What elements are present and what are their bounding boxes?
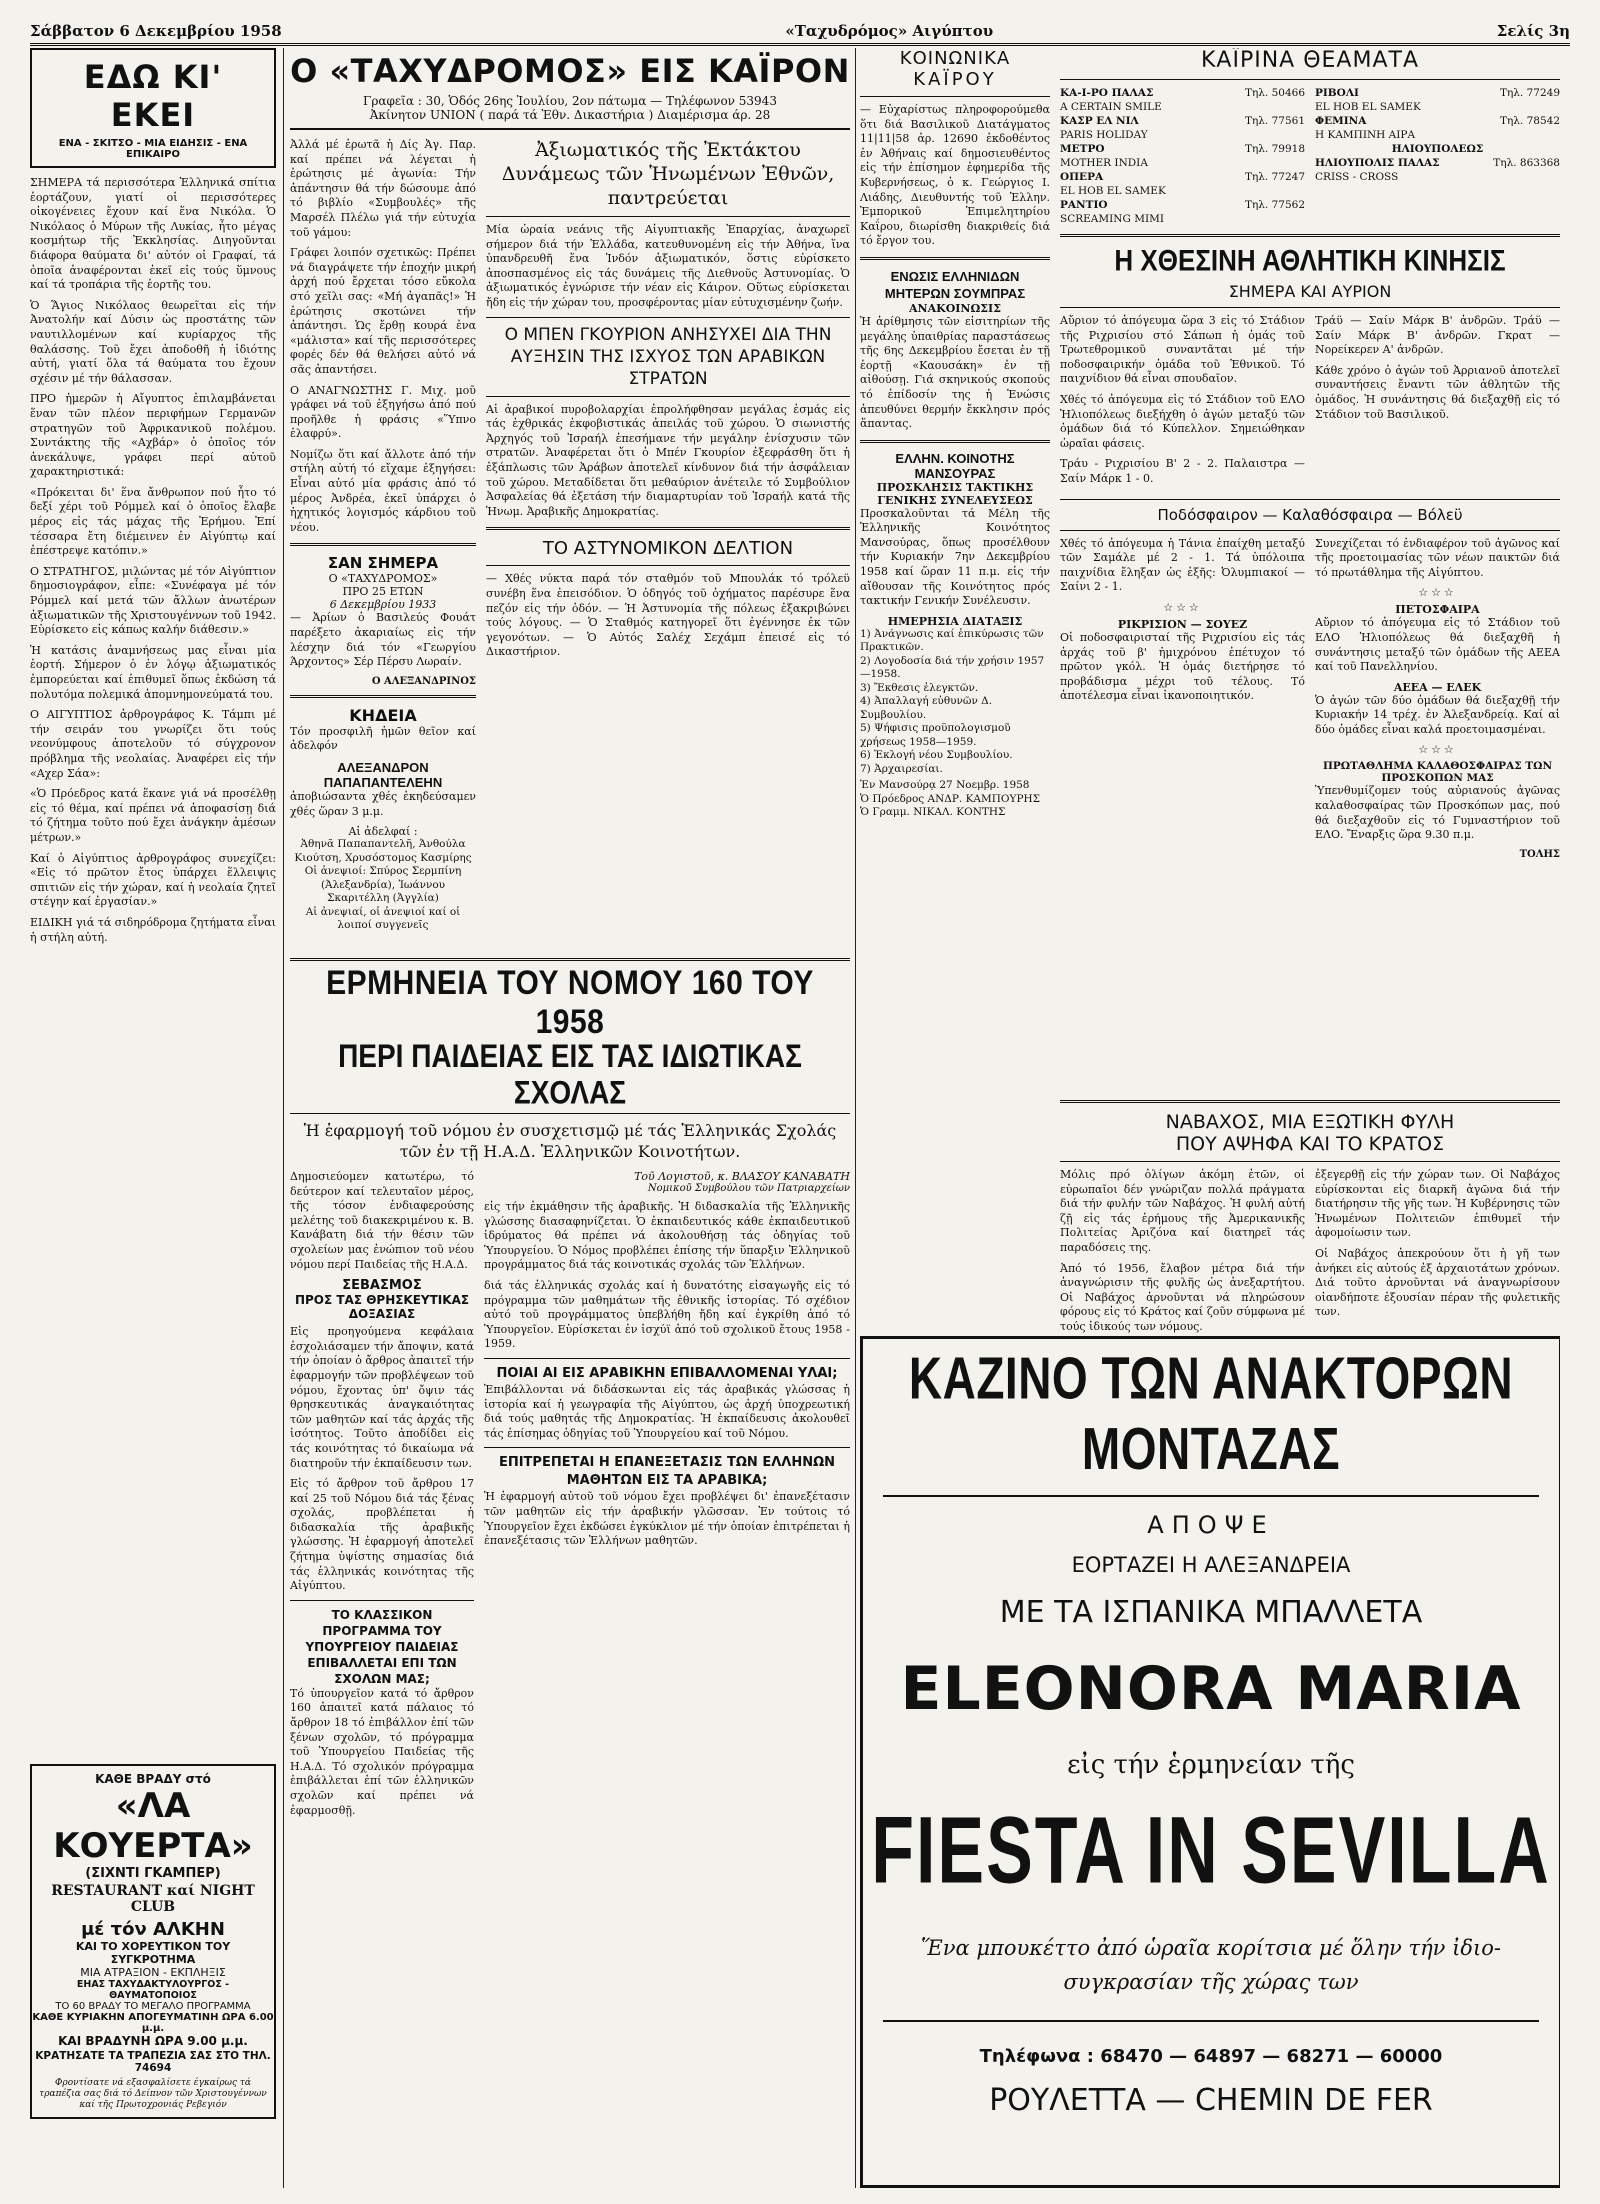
- sports-sign: ΤΟΛΗΣ: [1519, 848, 1560, 860]
- law-subtitle: Ἡ ἐφαρμογή τοῦ νόμου ἐν συσχετισμῷ μέ τάς Ἑλληνικάς Σχολάς τῶν ἐν τῇ Η.Α.Δ. Ἑλληνικῶν Κοινοτήτων.: [303, 1121, 837, 1161]
- column-left: [30, 48, 276, 2188]
- divider: [486, 527, 850, 530]
- ad-line: ΚΑΘΕ ΒΡΑΔΥ στό: [95, 1772, 211, 1786]
- sports-text: Τράϋ — Σαίν Μάρκ Β' ἀνδρῶν. Τράϋ — Σαίν Μάρκ Β' ἀνδρῶν. Γκρατ — Νορείκερεν Α' ἀνδρῶν.: [1315, 314, 1560, 357]
- cinema-name: ΦΕΜΙΝΑ: [1315, 115, 1367, 127]
- sports-col: [1315, 537, 1560, 860]
- right-top: [860, 48, 1560, 860]
- cinema-row: [1060, 170, 1305, 184]
- cinema-tel: Τηλ. 77561: [1244, 115, 1305, 127]
- sports-text: Χθές τό ἀπόγευμα εἰς τό Στάδιον τοῦ ΕΛΟ Ἡλιοπόλεως διεξήχθη ὁ ἀγών μεταξύ τῶν ὁμάδων διά τό Κύπελλον. Σημειώθηκαν ὡραῖαι φάσεις.: [1060, 392, 1305, 450]
- cinema-tel: Τηλ. 77249: [1499, 87, 1560, 99]
- divider: [860, 440, 1050, 443]
- ad-club: RESTAURANT καί NIGHT CLUB: [51, 1883, 255, 1915]
- film-title: CRISS - CROSS: [1315, 171, 1399, 183]
- ad-note: Φροντίσατε νά εξασφαλίσετε έγκαίρως τά τραπέζια σας διά τό Δείπνον τῶν Χριστουγέννων καί τῆς Πρωτοχρονιάς Ρεβεγιόν: [39, 2078, 267, 2110]
- ad-sunday: ΚΑΘΕ ΚΥΡΙΑΚΗΝ ΑΠΟΓΕΥΜΑΤΙΝΗ ΩΡΑ 6.00 μ.μ.: [32, 2012, 274, 2034]
- ad-performance: ΤΟ 60 ΒΡΑΔΥ ΤΟ ΜΕΓΑΛΟ ΠΡΟΓΡΑΜΜΑ: [55, 2001, 251, 2012]
- theatre-title: ΚΑΪΡΙΝΑ ΘΕΑΜΑΤΑ: [1200, 48, 1419, 73]
- stars-divider: ☆☆☆: [1418, 743, 1457, 757]
- nabachos-title: ΝΑΒΑΧΟΣ, ΜΙΑ ΕΞΩΤΙΚΗ ΦΥΛΗ: [1165, 1111, 1455, 1133]
- cinema-row: [1060, 114, 1305, 128]
- community-president: Ὁ Πρόεδρος ΑΝΔΡ. ΚΑΜΠΟΥΡΗΣ: [860, 792, 1041, 805]
- aeea-title: ΑΕΕΑ — ΕΛΕΚ: [1393, 680, 1482, 694]
- cinema-name: ΡΙΒΟΛΙ: [1315, 87, 1359, 99]
- casino-show: FIESTA IN SEVILLA: [871, 1797, 1551, 1903]
- masthead-paper: «Ταχυδρόμος» Αιγύπτου: [785, 22, 994, 40]
- casino-title: ΚΑΖΙΝΟ ΤΩΝ ΑΝΑΚΤΟΡΩΝ ΜΟΝΤΑΖΑΣ: [908, 1344, 1514, 1482]
- social-title: ΚΟΙΝΩΝΙΚΑ: [899, 48, 1011, 69]
- notices-column: [860, 48, 1050, 860]
- sports-text: Τράυ - Ριχρισίου Β' 2 - 2. Παλαιστρα — Σαίν Μάρκ 1 - 0.: [1060, 457, 1305, 485]
- film-title: EL HOB EL SAMEK: [1060, 185, 1166, 197]
- sports-text: Χθές τό ἀπόγευμα ἡ Τάνια ἐπαίχθη μεταξύ τῶν Σαμάλε μέ 2 - 1. Τά ὑπόλοιπα παιχνίδια ἔληξαν ὡς ἑξῆς: Ὀλυμπιακοί — Σαίνι 2 - 1.: [1060, 536, 1305, 594]
- divider: [486, 216, 850, 217]
- column-rule: [855, 48, 856, 2188]
- agenda-item: 4) Ἀπαλλαγή εὐθυνῶν Δ. Συμβουλίου.: [860, 695, 993, 721]
- article-paragraph: Ο ΑΝΑΓΝΩΣΤΗΣ Γ. Μιχ. μοῦ γράφει νά τοῦ ἐξηγήσω ἀπό πού προῆλθε ἡ φράσις «Ὕπνο ἐλαφρύ».: [290, 383, 476, 441]
- cinema-tel: Τηλ. 78542: [1499, 115, 1560, 127]
- today-sign: Ο ΑΛΕΞΑΝΔΡΙΝΟΣ: [371, 675, 476, 687]
- cinema-tel: Τηλ. 863368: [1493, 157, 1560, 169]
- edo-ki-ekei-header: [30, 48, 276, 168]
- cinema-row: [1060, 86, 1305, 100]
- section-subtitle: ΕΝΑ - ΣΚΙΤΣΟ - ΜΙΑ ΕΙΔΗΣΙΣ - ΕΝΑ ΕΠΙΚΑΙΡΟ: [58, 138, 248, 160]
- masthead: [30, 14, 1570, 46]
- funeral-nephews: Οἱ ἀνεψιοί: Σπύρος Σερμπίνη (Ἀλεξανδρία), Ἰωάννου Σκαριτέλλη (Ἀγγλία): [304, 865, 462, 905]
- casino-ad: [860, 1336, 1560, 2188]
- law-text: Ἐπιβάλλονται νά διδάσκωνται εἰς τάς ἀραβικάς γλώσσας ἡ ἱστορία καί ἡ γεωγραφία τῆς Αἰγύπτου, ὡς ἀρχή ὑποχρεωτική διά τούς μαθητάς τῆς Δημοκρατίας. Ἡ ἐκπαίδευσις ἀκολουθεῖ τάς ἐπίσημας ὁδηγίας τοῦ Ὑπουργείου καί τοῦ Νόμου.: [484, 1382, 850, 1440]
- match-title: ΡΙΚΡΙΣΙΟΝ — ΣΟΥΕΖ: [1117, 617, 1248, 631]
- law-text: Δημοσιεύομεν κατωτέρω, τό δεύτερον καί τελευταῖον μέρος, τῆς τόσον ἐνδιαφερούσης μελέτης τοῦ διακεκριμένου κ. Β. Κανάβατη διά τήν θέσιν τῶν σχολείων μας ἐνώπιον τοῦ νέου νόμου περί Παιδείας τῆς Η.Α.Δ.: [290, 1170, 474, 1271]
- article-paragraph: ΠΡΟ ἡμερῶν ἡ Αἴγυπτος ἐπιλαμβάνεται ἕναν τῶν πλέον περιφήμων Γερμανῶν στρατηγῶν τοῦ Ἀφρικανικοῦ πολέμου. Συντάκτης τῆς «Αχβάρ» ὁ ὁποῖος τόν ἀνεκάλυψε, γράφει περί αὐτοῦ χαρακτηριστικά:: [30, 392, 276, 479]
- agenda-item: 6) Ἐκλογή νέου Συμβουλίου.: [860, 749, 1013, 762]
- police-title: ΤΟ ΑΣΤΥΝΟΜΙΚΟΝ ΔΕΛΤΙΟΝ: [542, 538, 794, 560]
- sports-columns: [1060, 537, 1560, 860]
- divider: [290, 958, 850, 961]
- ad-evening: ΚΑΙ ΒΡΑΔΥΝΗ ΩΡΑ 9.00 μ.μ.: [58, 2034, 248, 2048]
- nabachos-col: [1060, 1168, 1305, 1341]
- nabachos-text: Μόλις πρό ὀλίγων ἀκόμη ἐτῶν, οἱ εὐρωπαῖοι δέν γνώριζαν πολλά πράγματα διά τήν φυλήν τῶν Ναβάχος. Ἡ φυλή αὐτή ζῇ εἰς τάς ἐρήμους τῆς Ἀμερικανικῆς Πολιτείας Ἀριζόνα καί διατηρεῖ τάς παραδόσεις της.: [1060, 1168, 1305, 1254]
- cinema-name: ΗΛΙΟΥΠΟΛΙΣ ΠΑΛΑΣ: [1315, 157, 1440, 169]
- divider: [290, 1113, 850, 1114]
- cinema-row: [1060, 142, 1305, 156]
- casino-tag: συγκρασίαν τῆς χώρας των: [1063, 1970, 1359, 1994]
- section-title: ΕΔΩ ΚΙ' ΕΚΕΙ: [83, 58, 223, 134]
- divider: [486, 396, 850, 397]
- funeral-closing: Αἱ ἀνεψιαί, οἱ ἀνεψιοί καί οἱ λοιποί συγγενεῖς: [305, 905, 461, 932]
- cinema-tel: Τηλ. 77247: [1244, 171, 1305, 183]
- law-text: Ἡ ἐφαρμογή αὐτοῦ τοῦ νόμου ἔχει προβλέψει δι' ἐπανεξέτασιν τῶν μαθητῶν εἰς τήν ἀραβικήν γλῶσσαν. Ἐν τούτοις τό Ὑπουργεῖον ἔχει ἐκδώσει ἐγκύκλιον μέ τήν ὁποίαν ἐπιτρέπεται ἡ ἐπανεξέτασις τῶν Ἑλλήνων μαθητῶν.: [484, 1490, 850, 1548]
- law-text: διά τάς ἑλληνικάς σχολάς καί ἡ δυνατότης εἰσαγωγῆς εἰς τό πρόγραμμα τῶν μαθημάτων τῆς ἐθνικῆς ἱστορίας. Τό σχέδιον αὐτό τοῦ προγράμματος ὑπεβλήθη ἤδη καί ἐγκρίθη ἀπό τό Ὑπουργεῖον. Εὑρίσκεται ἐν ἰσχύϊ ἀπό τοῦ σχολικοῦ ἔτους 1958 - 1959.: [484, 1278, 850, 1351]
- casino-in: εἰς τήν ἑρμηνείαν τῆς: [1067, 1750, 1355, 1780]
- ad-sub: (ΣΙΧΝΤΙ ΓΚΑΜΠΕΡ): [85, 1866, 221, 1881]
- divider: [860, 257, 1050, 260]
- social-text: — Εὐχαρίστως πληροφορούμεθα ὅτι διά Βασιλικοῦ Διατάγματος 11|11|58 ἀρ. 12690 ἐκδοθέντος ἐν Ἀθήναις καί δημοσιευθέντος εἰς τήν ἐπίσημον ἐφημερίδα τῆς Κυβερνήσεως, ὁ κ. Γεώργιος Ι. Λιάδης, Διευθυντής τοῦ Ἑλλην. Ἐμπορικοῦ Ἐπιμελητηρίου Καΐρου, διωρίσθη διακριθείς διά τό ἔργον του.: [860, 103, 1050, 248]
- divider: [486, 317, 850, 318]
- ad-magic: ΕΗΑΣ ΤΑΧΥΔΑΚΤΥΛΟΥΡΓΟΣ - ΘΑΥΜΑΤΟΠΟΙΟΣ: [76, 1979, 230, 2001]
- cinema-name: ΚΑΣΡ ΕΛ ΝΙΛ: [1060, 115, 1139, 127]
- column-right: [860, 48, 1560, 2188]
- sports-text: Αὔριον τό ἀπόγευμα εἰς τό Στάδιον τοῦ ΕΛΟ Ἡλιοπόλεως θά διεξαχθῆ ἡ συνάντησις μεταξύ τῶν ὁμάδων τῆς ΑΕΕΑ καί τοῦ Πανελληνίου.: [1315, 616, 1560, 674]
- sports-col: [1315, 314, 1560, 493]
- community-secretary: Ὁ Γραμμ. ΝΙΚΑΛ. ΚΟΝΤΗΣ: [860, 806, 1006, 819]
- funeral-relatives: Ἀθηνᾶ Παπαπαντελῆ, Ἀνθούλα Κιούτση, Χρυσόστομος Κασμίρης: [294, 838, 472, 864]
- ad-name: «ΛΑ ΚΟΥΕΡΤΑ»: [53, 1786, 253, 1866]
- law-columns: [290, 1170, 850, 1824]
- cinema-tel: Τηλ. 77562: [1244, 199, 1305, 211]
- masthead-page: Σελίς 3η: [1496, 22, 1570, 40]
- casino-tag: Ἕνα μπουκέττο ἀπό ὡραῖα κορίτσια μέ ὅλην τήν ἰδιο-: [921, 1936, 1501, 1960]
- agenda-item: 3) Ἔκθεσις ἐλεγκτῶν.: [860, 681, 979, 694]
- cinema-row: [1315, 114, 1560, 128]
- sports-sub2: Ποδόσφαιρον — Καλαθόσφαιρα — Βόλεϋ: [1157, 505, 1463, 524]
- today-date: 6 Δεκεμβρίου 1933: [329, 598, 437, 612]
- today-title: ΣΑΝ ΣΗΜΕΡΑ: [327, 554, 439, 573]
- theatre-list-left: [1060, 86, 1305, 226]
- sports-col: [1060, 314, 1305, 493]
- sports-text: Οἱ ποδοσφαιρισταί τῆς Ριχρισίου εἰς τάς ἀρχάς τοῦ β' ἡμιχρόνου ἐπέτυχον τό πρῶτον γκόλ. Ἡ ὁμάς διετήρησε τό προβάδισμα μέχρι τοῦ τέλους. Τό ἀποτέλεσμα εἶναι ἱκανοποιητικόν.: [1060, 630, 1305, 703]
- ad-reserve: ΚΡΑΤΗΣΑΤΕ ΤΑ ΤΡΑΠΕΖΙΑ ΣΑΣ ΣΤΟ ΤΗΛ. 74694: [35, 2050, 271, 2074]
- news-column: [486, 138, 850, 933]
- funeral-intro: Τόν προσφιλῆ ἡμῶν θεῖον καί ἀδελφόν: [290, 724, 476, 753]
- film-title: A CERTAIN SMILE: [1060, 101, 1162, 113]
- casino-phones: Τηλέφωνα : 68470 — 64897 — 68271 — 60000: [979, 2046, 1443, 2067]
- law-text: εἰς τήν ἐκμάθησιν τῆς ἀραβικῆς. Ἡ διδασκαλία τῆς Ἑλληνικῆς γλώσσης διασαφηνίζεται. Ὁ ἐκπαιδευτικός κάθε ἐκπαιδευτικοῦ ἱδρύματος θά πρέπει νά ἀκολουθήσῃ τάς ὁδηγίας τοῦ Ὑπουργείου. Ὁ Νόμος προβλέπει ἐπίσης τήν ὕπαρξιν Ἑλληνικοῦ προγράμματος διά τάς κοινοτικάς σχολάς τῶν Ἑλλήνων.: [484, 1200, 850, 1272]
- law-byline: Τοῦ Λογιστοῦ, κ. ΒΛΑΣΟΥ ΚΑΝΑΒΑΤΗ: [634, 1170, 850, 1183]
- divider: [1060, 307, 1560, 308]
- cinema-row: [1060, 198, 1305, 212]
- pet-title: ΠΕΤΟΣΦΑΙΡΑ: [1395, 603, 1480, 617]
- law-col: [484, 1170, 850, 1824]
- divider: [883, 2020, 1539, 2022]
- agenda-item: 7) Ἀρχαιρεσίαι.: [860, 762, 943, 775]
- divider: [1060, 1161, 1560, 1162]
- nabachos-title: ΠΟΥ ΑΨΗΦΑ ΚΑΙ ΤΟ ΚΡΑΤΟΣ: [1175, 1133, 1445, 1155]
- sports-columns: [1060, 314, 1560, 493]
- cinema-row: [1315, 86, 1560, 100]
- sports-col: [1060, 537, 1305, 860]
- article-paragraph: Ὁ Ἅγιος Νικόλαος θεωρεῖται εἰς τήν Ἀνατολήν καί Δύσιν ὡς προστάτης τῶν ναυτιλλομένων καί κυρίαρχος τῆς θαλάσσης. Τοῦ ἔχει ἀποδοθῆ ἡ ἰδιότης αὐτή, γιατί ὅλα τά θαύματα του ἔχουν σχέσιν μέ τήν θάλασσαν.: [30, 298, 276, 385]
- respect-title: ΣΕΒΑΣΜΟΣ: [342, 1278, 422, 1294]
- sports-title: Η ΧΘΕΣΙΝΗ ΑΘΛΗΤΙΚΗ ΚΙΝΗΣΙΣ: [1114, 242, 1506, 278]
- sports-text: Κάθε χρόνο ὁ ἀγών τοῦ Ἀρριανοῦ ἀποτελεῖ συναντήσεις ἔναντι τῶν ἀθλητῶν τῆς ὁμάδος. Ἡ συνάντησις θά διεξαχθῇ εἰς τό Στάδιον τοῦ Βασιλικοῦ.: [1315, 363, 1560, 421]
- district-title: ΗΛΙΟΥΠΟΛΕΩΣ: [1391, 143, 1484, 155]
- union-sub: ΑΝΑΚΟΙΝΩΣΙΣ: [909, 301, 1001, 315]
- stars-divider: ☆☆☆: [1163, 600, 1202, 614]
- arab-title: ΠΟΙΑΙ ΑΙ ΕΙΣ ΑΡΑΒΙΚΗΝ ΕΠΙΒΑΛΛΟΜΕΝΑΙ ΥΛΑΙ;: [496, 1365, 838, 1381]
- article-paragraph: «Ὁ Πρόεδρος κατά ἕκανε γιά νά προσέλθῃ εἰς τό θέμα, καί πρέπει νά ἀποφασίσῃ διά τό ζήτημα τοῦτο πού ἔχει ἀνάγκην ἀμέσων μέτρων.»: [30, 787, 276, 844]
- article-paragraph: Ἡ κατάσις ἀναμνήσεως μας εἶναι μία ἑορτή. Σήμερον ὁ ἐν λόγῳ ἀξιωματικός ἐμπορεύεται καί ἐπιθυμεῖ ὅπως ἐκδώση τά πολυτόμα πολεμικά ἀπομνημονεύματά του.: [30, 643, 276, 701]
- armed-title: Ἀξιωματικός τῆς Ἐκτάκτου Δυνάμεως τῶν Ἡνωμένων Ἐθνῶν, παντρεύεται: [501, 139, 835, 209]
- casino-roulette: ΡΟΥΛΕΤΤΑ — CHEMIN DE FER: [989, 2083, 1433, 2118]
- cinema-name: ΜΕΤΡΟ: [1060, 143, 1105, 155]
- theatre-sports-column: [1060, 48, 1560, 860]
- cinema-tel: Τηλ. 50466: [1244, 87, 1305, 99]
- sports-text: Αὔριον τό ἀπόγευμα ὥρα 3 εἰς τό Στάδιον τῆς Ριχρισίου στό Σάπωπ ἡ ὁμάς τοῦ Τρωτεθρομικοῦ συναντᾶται μέ τήν ποδοσφαιρικήν ὁμάδα τοῦ Ἑθνικοῦ. Τό παιχνίδιον θά εἶναι σπουδαῖον.: [1060, 314, 1305, 386]
- nabachos-text: ἐξεγερθῇ εἰς τήν χώραν των. Οἱ Ναβάχος εὑρίσκονται εἰς διαρκῆ ἀγῶνα διά τήν διατήρησιν τῆς γῆς των. Ἡ Κυβέρνησις τῶν Ἡνωμένων Πολιτειῶν ἐπιθυμεῖ τήν ἀφομοίωσιν των.: [1315, 1168, 1560, 1240]
- casino-tonight: ΑΠΟΨΕ: [1147, 1511, 1275, 1539]
- cinema-name: ΡΑΝΤΙΟ: [1060, 199, 1108, 211]
- armed-text: Μία ὡραία νεάνις τῆς Αἰγυπτιακῆς Ἐπαρχίας, ἀναχωρεῖ σήμερον διά τήν Ἑλλάδα, κατευθυνομένη εἰς τήν Ἀθήνα, ἵνα ὑπανδρευθῆ ἕνα Ἰνδόν ἀξιωματικόν, ὅστις εὑρίσκετο ἀποσπασμένος εἰς τάς δυνάμεις τῆς Διεθνοῦς Ἀστυνομίας. Ὁ ἀξιωματικός ἐγνώρισε τήν νέαν εἰς Κάιρον. Οὕτως εὑρίσκεται ἤδη εἰς τήν χώραν του, προσφέροντας μίαν εὐτυχισμένην ζωήν.: [486, 223, 850, 309]
- law-text: Εἰς προηγούμενα κεφάλαια ἐσχολιάσαμεν τήν ἄποψιν, κατά τήν ὁποίαν ὁ ἄρθρος ἀπαιτεῖ τήν ἐφαρμογήν τῶν προβλέψεων τοῦ νόμου, ἔχοντας ὑπ' ὄψιν τάς θρησκευτικάς ἀναγκαιότητας τῶν μαθητῶν καί τάς ἀρχάς τῆς ἰσότητος. Τοῦτο ἀποδίδει εἰς τάς κοινότητας τό δικαίωμα νά διατηροῦν τήν ἐκπαίδευσιν των.: [290, 1325, 474, 1470]
- article-paragraph: Ο ΣΤΡΑΤΗΓΟΣ, μιλώντας μέ τόν Αἰγύπτιον δημοσιογράφον, εἶπε: «Συνέφαγα μέ τόν Ρόμμελ καί μετά τῶν ἄλλων ἀνωτέρων ἀξιωματικῶν τῆς Χριστουγέννων τοῦ 1942. Εὑρίσκετο εἰς κάπως καλήν διάθεσιν.»: [30, 564, 276, 637]
- union-text: Ἡ ἀρίθμησις τῶν εἰσιτηρίων τῆς μεγάλης ὑπαιθρίας παραστάσεως τῆς 6ης Δεκεμβρίου ἔσεται ἐν τῇ ἑορτῇ «Καουσάκη» ἐν τῇ αἰθούσῃ. Γιά σκηνικούς σκοπούς τό ἐπίδοσίν της ἡ Ἑνώσις ἀπευθύνει θερμήν ἔκκλησιν πρός ἅπαντας.: [860, 314, 1050, 431]
- union-title: ΕΝΩΣΙΣ ΕΛΛΗΝΙΔΩΝ ΜΗΤΕΡΩΝ ΣΟΥΜΠΡΑΣ: [884, 268, 1026, 301]
- column-rule: [283, 48, 284, 2188]
- bengurion-title: Ο ΜΠΕΝ ΓΚΟΥΡΙΟΝ ΑΝΗΣΥΧΕΙ ΔΙΑ ΤΗΝ ΑΥΞΗΣΙΝ ΤΗΣ ΙΣΧΥΟΣ ΤΩΝ ΑΡΑΒΙΚΩΝ ΣΤΡΑΤΩΝ: [504, 324, 832, 389]
- divider: [1060, 1100, 1560, 1103]
- address-line: Ἀκίνητον UNION ( παρά τά Ἐθν. Δικαστήρια ) Διαμέρισμα άρ. 28: [369, 108, 771, 122]
- film-title: EL HOB EL SAMEK: [1315, 101, 1421, 113]
- funeral-title: ΚΗΔΕΙΑ: [349, 705, 417, 725]
- ad-troupe: ΚΑΙ ΤΟ ΧΟΡΕΥΤΙΚΟΝ ΤΟΥ ΣΥΓΚΡΟΤΗΜΑ: [75, 1940, 231, 1966]
- casino-ballet: ΜΕ ΤΑ ΙΣΠΑΝΙΚΑ ΜΠΑΛΛΕΤΑ: [999, 1595, 1423, 1630]
- cinema-row: [1315, 156, 1560, 170]
- funeral-name: ΑΛΕΞΑΝΔΡΟΝ ΠΑΠΑΠΑΝΤΕΛΕΗΝ: [323, 760, 443, 790]
- film-title: MOTHER INDIA: [1060, 157, 1148, 169]
- ad-attraction: ΜΙΑ ΑΤΡΑΞΙΟΝ - ΕΚΠΛΗΞΙΣ: [80, 1966, 226, 1979]
- bengurion-text: Αἱ ἀραβικοί πυροβολαρχίαι ἐπρολήφθησαν μεγάλας ἐσμάς εἰς τάς ἐχθρικάς ἐκφοβιστικάς ἀπειλάς τοῦ χώρου. Ὁ σιωνιστής Ἀρχηγός τοῦ Ἰσραήλ ἐπεσήμανε τήν μεγάλην ἐνίσχυσιν τῶν στρατῶν. Ἀναφέρεται ὅτι ὁ Μπέν Γκουρίον ἐξεφράσθη ὅτι ἡ ἐξάπλωσις τῶν Ἀράβων ἀποτελεῖ κίνδυνον διά τήν ἀσφάλειαν τοῦ χώρου. Μεταδίδεται ὅτι μεθαύριον ἀνέτειλε τό Συμβούλιον Ἀσφαλείας θά ἐξετάση τήν διαμαρτυρίαν τοῦ Ἰσραήλ κατά τῆς Ἡνωμ. Ἀραβικῆς Δημοκρατίας.: [486, 402, 850, 518]
- masthead-date: Σάββατον 6 Δεκεμβρίου 1958: [30, 22, 282, 40]
- divider: [860, 96, 1050, 97]
- theatre-list-right: [1315, 86, 1560, 226]
- theatre-lists: [1060, 86, 1560, 226]
- law-col: [290, 1170, 474, 1824]
- divider: [290, 1600, 474, 1601]
- agenda-item: 2) Λογοδοσία διά τήν χρήσιν 1957—1958.: [860, 654, 1045, 681]
- today-text: — Ἀρίων ὁ Βασιλεύς Φουάτ παρέξετο ἀκαριαίως εἰς τήν λέσχην διά τόν «Γεωργίου Άρχοντος» Σέρ Πέρσυ Λωραίν.: [290, 611, 476, 669]
- today-sub: ΠΡΟ 25 ΕΤΩΝ: [342, 585, 424, 599]
- paper-header: Ο «ΤΑΧΥΔΡΟΜΟΣ» ΕΙΣ ΚΑΪΡΟΝ: [290, 52, 850, 90]
- sports-text: Ὁ ἀγών τῶν δύο ὁμάδων θά διεξαχθῇ τήν Κυριακήν 14 τρέχ. ἐν Ἀλεξανδρείᾳ. Καί αἱ δύο ὁμάδες εἶναι καλά προετοιμασμέναι.: [1315, 693, 1560, 736]
- law-title: ΠΕΡΙ ΠΑΙΔΕΙΑΣ ΕΙΣ ΤΑΣ ΙΔΙΩΤΙΚΑΣ ΣΧΟΛΑΣ: [338, 1038, 802, 1111]
- divider: [484, 1358, 850, 1359]
- address-line: Γραφεῖα : 30, Ὁδός 26ης Ἰουλίου, 2ον πάτωμα — Τηλέφωνον 53943: [363, 94, 777, 108]
- film-title: PARIS HOLIDAY: [1060, 129, 1148, 141]
- community-text: Προσκαλοῦνται τά Μέλη τῆς Ἑλληνικῆς Κοινότητος Μανσούρας, ὅπως προσέλθουν τήν Κυριακήν 7ην Δεκεμβρίου 1958 καί ὥραν 11 π.μ. εἰς τήν αἴθουσαν τῆς Κοινότητος πρός τακτικήν Γενικήν Συνέλευσιν.: [860, 506, 1050, 608]
- basket-title: ΠΡΩΤΑΘΛΗΜΑ ΚΑΛΑΘΟΣΦΑΙΡΑΣ ΤΩΝ ΠΡΟΣΚΟΠΩΝ ΜΑΣ: [1322, 760, 1553, 785]
- community-date: Ἐν Μανσούρᾳ 27 Νοεμβρ. 1958: [860, 779, 1030, 792]
- funeral-label: Αἱ ἀδελφαί :: [348, 825, 418, 839]
- sports-text: Συνεχίζεται τό ἐνδιαφέρον τοῦ ἀγῶνος καί τῆς προετοιμασίας τῶν νέων παικτῶν διά τό πρωτάθλημα τῆς Αἰγύπτου.: [1315, 536, 1560, 579]
- article-paragraph: Ο ΑΙΓΥΠΤΙΟΣ ἀρθρογράφος Κ. Τάμπι μέ τήν σειράν του γνωρίζει ὅτι τούς νεονύμφους ἀποτελοῦν τό σύγχρονον πρόβλημα τῆς νεολαίας. Ἀναφέρει εἰς τήν «Αχερ Σάα»:: [30, 708, 276, 780]
- nabachos-columns: [1060, 1168, 1560, 1341]
- casino-celebrate: ΕΟΡΤΑΖΕΙ Η ΑΛΕΞΑΝΔΡΕΙΑ: [1071, 1553, 1351, 1577]
- agenda-item: 5) Ψήφισις προϋπολογισμοῦ χρήσεως 1958—1959.: [860, 722, 1011, 748]
- article-paragraph: «Πρόκειται δι' ἕνα ἄνθρωπον πού ἦτο τό δεξί χέρι τοῦ Ρόμμελ καί ὁ ὁποῖος ἔλαβε μέρος εἰς τάς μάχας τῆς Ἐρήμου. Ἐπί τέσσαρα ἔτη διέμεινεν ἐν Αἰγύπτῳ καί ἐπέστρεψε κατόπιν.»: [30, 485, 276, 558]
- divider: [290, 543, 476, 546]
- program-title: ΤΟ ΚΛΑΣΣΙΚΟΝ ΠΡΟΓΡΑΜΜΑ ΤΟΥ ΥΠΟΥΡΓΕΙΟΥ ΠΑΙΔΕΙΑΣ ΕΠΙΒΑΛΛΕΤΑΙ ΕΠΙ ΤΩΝ ΣΧΟΛΩΝ ΜΑΣ;: [305, 1607, 459, 1686]
- divider: [1060, 234, 1560, 237]
- law-block: [290, 950, 850, 1824]
- article-paragraph: ΕΙΔΙΚΗ γιά τά σιδηρόδρομα ζητήματα εἶναι ἡ στήλη αὐτή.: [30, 915, 276, 944]
- cinema-name: ΟΠΕΡΑ: [1060, 171, 1104, 183]
- funeral-text: ἀποβιώσαντα χθές ἐκηδεύσαμεν χθές ὥραν 3 μ.μ.: [290, 790, 476, 818]
- cinema-name: ΚΑ-Ι-ΡΟ ΠΑΛΑΣ: [1060, 87, 1154, 99]
- law-text: Εἰς τό ἄρθρον τοῦ ἄρθρου 17 καί 25 τοῦ Νόμου διά τάς ξένας σχολάς, προβλέπεται ἡ διδασκαλία τῆς ἀραβικῆς γλώσσης. Ἡ ἐφαρμογή ἀποτελεῖ ζήτημα ὑψίστης σημασίας διά τάς ἑλληνικάς κοινότητας τῆς Αἰγύπτου.: [290, 1477, 474, 1593]
- tachydromos-header: [290, 48, 850, 130]
- divider: [883, 1495, 1539, 1497]
- police-text: — Χθές νύκτα παρά τόν σταθμόν τοῦ Μπουλάκ τό τρόλεϋ συνέβη ἕνα ἐπεισόδιον. Ὁ ὁδηγός τοῦ ὀχήματος παρέσυρε ἕνα πεζόν εἰς τήν ὁδόν. — Ἡ Ἀστυνομία τῆς πόλεως ἐξακριβώνει τούς λόγους. — Ὁ Σταθμός κατηγορεῖ ὅτι ἐγέννησε ἐκ τῶν γεγονότων. — Ὁ Αὐτός Σαλέχ Σεχάμπ ἐπεισέ εἰς τό Δικαστήριον.: [486, 572, 850, 659]
- stars-divider: ☆☆☆: [1418, 586, 1457, 600]
- law-byline: Νομικοῦ Συμβούλου τῶν Πατριαρχείων: [647, 1183, 850, 1194]
- law-text: Τό ὑπουργεῖον κατά τό ἄρθρον 160 ἀπαιτεῖ κατά πάλαιος τό ἄρθρον 18 τό ἐπιβάλλον ἐπί τῶν ξένων σχολῶν, τό πρόγραμμα τοῦ Ὑπουργείου Παιδείας τῆς Η.Α.Δ. Τό σχολικόν πρόγραμμα ἐπιβάλλεται ἐπί τῶν ἑλληνικῶν σχολῶν καί πρέπει νά ἐφαρμοσθῇ.: [290, 1686, 474, 1817]
- article-paragraph: Γράφει λοιπόν σχετικῶς: Πρέπει νά διαγράψετε τήν ἐποχήν μικρή ἀρχή πού ἔρχεται τόσο εὔκολα στό χεῖλι σας: «Μή ἀγαπᾶς!» Ἡ ἐρώτησις σκοτώνει τήν ἀπάντησι. Ὡς ἔρθῃ κουρά ἐνα «μάλιστα» καί τῆς περισσότερες φορές δέν θά θελήσει αὐτό νά σᾶς ἀπαντήσει.: [290, 246, 476, 376]
- divider: [1060, 499, 1560, 500]
- divider: [1060, 530, 1560, 531]
- questions-column: [290, 138, 476, 933]
- community-sub: ΠΡΟΣΚΛΗΣΙΣ ΤΑΚΤΙΚΗΣ ΓΕΝΙΚΗΣ ΣΥΝΕΛΕΥΣΕΩΣ: [876, 480, 1034, 507]
- today-sub: Ο «ΤΑΧΥΔΡΟΜΟΣ»: [328, 572, 438, 586]
- sports-sub: ΣΗΜΕΡΑ ΚΑΙ ΑΥΡΙΟΝ: [1228, 282, 1392, 301]
- agenda-title: ΗΜΕΡΗΣΙΑ ΔΙΑΤΑΞΙΣ: [887, 614, 1023, 628]
- column-middle: [290, 48, 850, 2188]
- divider: [484, 1447, 850, 1448]
- nabachos-text: Ἀπό τό 1956, ἔλαβον μέτρα διά τήν ἀναγνώρισιν τῆς φυλῆς ὡς ἀνεξαρτήτου. Οἱ Ναβάχος ἀρνοῦνται νά πληρώσουν φόρους εἰς τό Κράτος καί ζοῦν σύμφωνα μέ τούς ἰδικούς των νόμους.: [1060, 1261, 1305, 1333]
- nabachos-text: Οἱ Ναβάχος ἀπεκρούουν ὅτι ἡ γῆ των ἀνήκει εἰς αὐτούς ἐξ ἀρχαιοτάτων χρόνων. Διά τοῦτο ἀρνοῦνται νά ἀναγνωρίσουν οἱανδήποτε ἐξουσίαν πέραν τῆς φυλετικῆς των.: [1315, 1246, 1560, 1319]
- divider: [290, 695, 476, 698]
- la-kouerta-ad: [30, 1764, 276, 2119]
- nabachos-col: [1315, 1168, 1560, 1341]
- agenda-item: 1) Ἀνάγνωσις καί ἐπικύρωσις τῶν Πρακτικῶν.: [860, 627, 1044, 654]
- respect-sub: ΠΡΟΣ ΤΑΣ ΘΡΗΣΚΕΥΤΙΚΑΣ ΔΟΞΑΣΙΑΣ: [294, 1293, 470, 1322]
- divider: [1060, 79, 1560, 80]
- upper-middle-block: [290, 138, 850, 933]
- cinema-tel: Τηλ. 79918: [1244, 143, 1305, 155]
- article-paragraph: Νομίζω ὅτι καί ἄλλοτε ἀπό τήν στήλη αὐτή τό εἴχαμε ἐξηγήσει: Εἶναι αὐτό μία φράσις ἀπό τό μέρος Ἀνδρέα, ἐκεῖ ὑπάρχει ὁ ἡχητικός λογισμός κάρδιου τοῦ νέου.: [290, 447, 476, 534]
- film-title: SCREAMING MIMI: [1060, 213, 1164, 225]
- film-title: Η ΚΑΜΠΙΝΗ ΑΙΡΑ: [1315, 129, 1416, 141]
- sports-text: Ὑπενθυμίζομεν τούς αὐριανούς ἀγῶνας καλαθοσφαίρας τῶν Προσκόπων μας, πού θά διεξαχθοῦν εἰς τό Γυμναστήριον τοῦ ΕΛΟ. Ἔναρξις ὥρα 9.30 π.μ.: [1315, 784, 1560, 842]
- allowed-title: ΕΠΙΤΡΕΠΕΤΑΙ Η ΕΠΑΝΕΞΕΤΑΣΙΣ ΤΩΝ ΕΛΛΗΝΩΝ ΜΑΘΗΤΩΝ ΕΙΣ ΤΑ ΑΡΑΒΙΚΑ;: [498, 1455, 836, 1489]
- ad-with: μέ τόν ΑΛΚΗΝ: [81, 1919, 225, 1940]
- casino-star: ELEONORA MARIA: [900, 1654, 1522, 1724]
- law-title: ΕΡΜΗΝΕΙΑ ΤΟΥ ΝΟΜΟΥ 160 ΤΟΥ 1958: [326, 963, 814, 1041]
- article-paragraph: Καί ὁ Αἰγύπτιος ἀρθρογράφος συνεχίζει: «Εἰς τό πρῶτον ἔτος ὑπάρχει ἕλλειψις σπιτιῶν εἰς τήν χώραν, καί ἡ νεολαία ζητεῖ στέγην καί ἐργασίαν.»: [30, 851, 276, 909]
- article-paragraph: Ἀλλά μέ ἐρωτᾶ ἡ Δίς Ἀγ. Παρ. καί πρέπει νά λέγεται ἡ ἐρώτησις μέ ἀγωνία: Τήν ἀπάντησιν θά τήν δώσουμε ἀπό τό βιβλίο «Συμβουλές» τῆς Μαρσέλ Πλέλω γιά τήν εὐτυχία τοῦ γάμου:: [290, 138, 476, 239]
- social-sub: ΚΑΪΡΟΥ: [913, 69, 997, 90]
- community-title: ΕΛΛΗΝ. ΚΟΙΝΟΤΗΣ ΜΑΝΣΟΥΡΑΣ: [895, 450, 1015, 481]
- article-paragraph: ΣΗΜΕΡΑ τά περισσότερα Ἑλληνικά σπίτια ἑορτάζουν, γιατί οἱ περισσότερες οἰκογένειες ἔχουν καί ἕνα Νικόλα. Ὁ Νικόλαος ὁ Μύρων τῆς Λυκίας, ἦτο μέγας κοσμήτωρ τῆς Ἐκκλησίας. Διηγοῦνται διάφορα θαύματα δι' αὐτόν οἱ Γραφαί, τά ὁποῖα ἀναφέρονται ἐκεῖ εἰς τούς ὕμνους καί τά τροπάρια τῆς ἑορτῆς του.: [30, 176, 276, 292]
- nabachos-block: [1060, 1092, 1560, 1341]
- divider: [486, 565, 850, 566]
